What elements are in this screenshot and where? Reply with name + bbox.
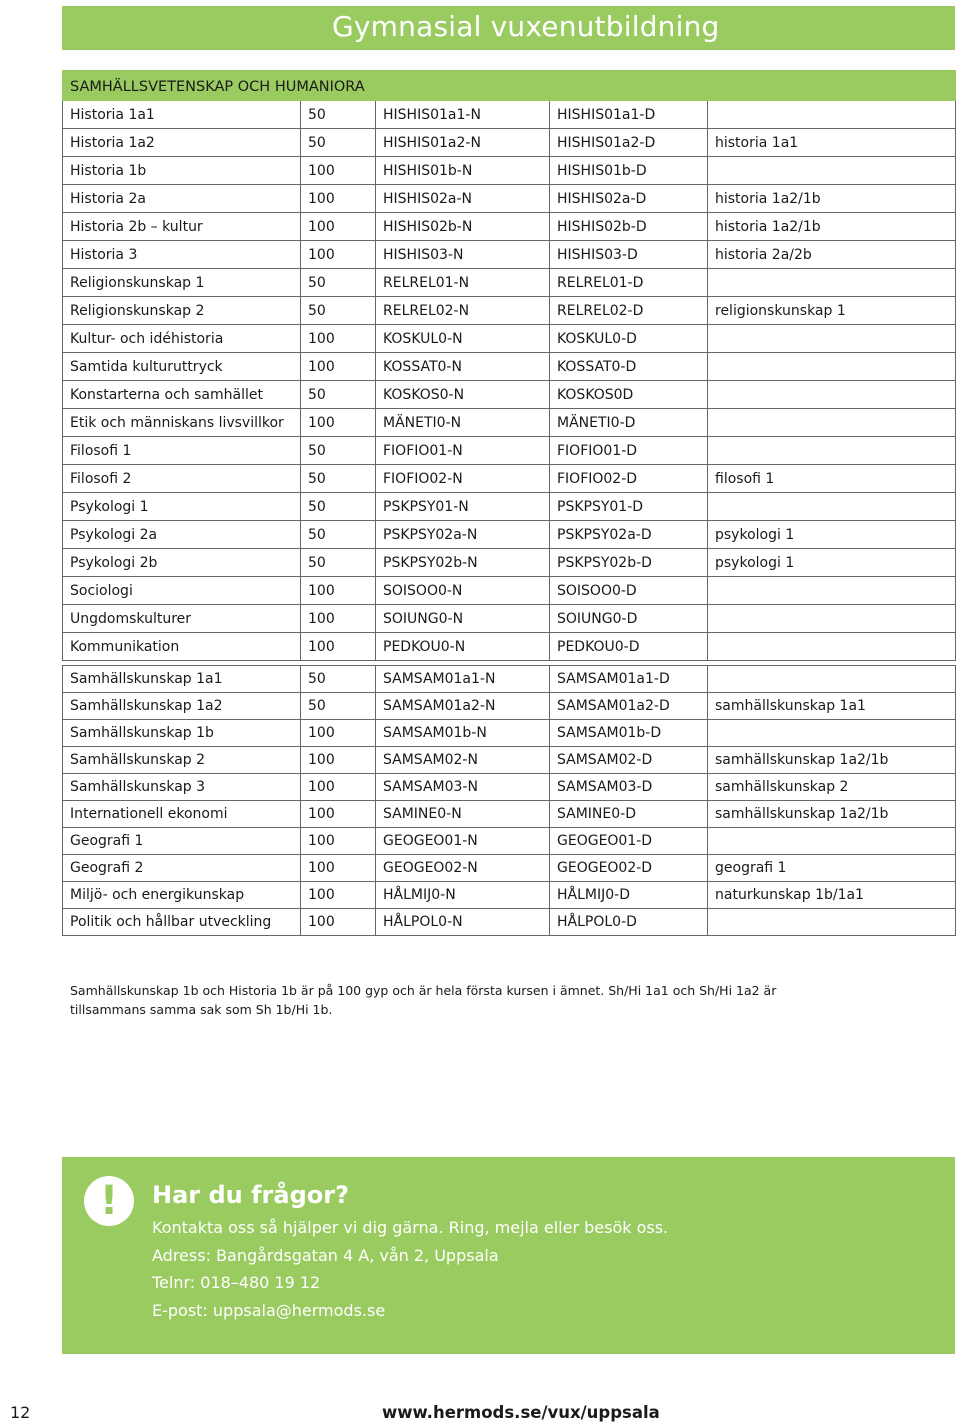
- points-cell: 100: [301, 720, 376, 747]
- table-row: [63, 693, 956, 720]
- course-name-cell: Samhällskunskap 1b: [63, 720, 301, 747]
- course-name-cell: Kultur- och idéhistoria: [63, 325, 301, 353]
- points-cell: 50: [301, 129, 376, 157]
- contact-email[interactable]: E-post: uppsala@hermods.se: [152, 1301, 386, 1320]
- prerequisite-cell: [708, 409, 956, 437]
- code-n-cell: SAMSAM03-N: [376, 774, 550, 801]
- table-row: [63, 437, 956, 465]
- code-n-cell: HISHIS01a2-N: [376, 129, 550, 157]
- course-name-cell: Ungdomskulturer: [63, 605, 301, 633]
- prerequisite-cell: [708, 325, 956, 353]
- course-name-cell: Samhällskunskap 1a1: [63, 666, 301, 693]
- course-name-cell: Konstarterna och samhället: [63, 381, 301, 409]
- code-n-cell: PSKPSY01-N: [376, 493, 550, 521]
- code-n-cell: GEOGEO02-N: [376, 855, 550, 882]
- code-d-cell: SOISOO0-D: [550, 577, 708, 605]
- course-name-cell: Historia 3: [63, 241, 301, 269]
- code-n-cell: FIOFIO02-N: [376, 465, 550, 493]
- prerequisite-cell: [708, 720, 956, 747]
- course-name-cell: Sociologi: [63, 577, 301, 605]
- prerequisite-cell: geografi 1: [708, 855, 956, 882]
- code-d-cell: SAMSAM01a1-D: [550, 666, 708, 693]
- code-n-cell: HISHIS01a1-N: [376, 101, 550, 129]
- course-name-cell: Politik och hållbar utveckling: [63, 909, 301, 936]
- points-cell: 100: [301, 241, 376, 269]
- course-name-cell: Religionskunskap 1: [63, 269, 301, 297]
- prerequisite-cell: [708, 909, 956, 936]
- prerequisite-cell: historia 1a2/1b: [708, 185, 956, 213]
- prerequisite-cell: [708, 577, 956, 605]
- prerequisite-cell: naturkunskap 1b/1a1: [708, 882, 956, 909]
- prerequisite-cell: psykologi 1: [708, 521, 956, 549]
- points-cell: 50: [301, 666, 376, 693]
- code-d-cell: GEOGEO02-D: [550, 855, 708, 882]
- points-cell: 100: [301, 882, 376, 909]
- points-cell: 100: [301, 605, 376, 633]
- course-name-cell: Psykologi 2b: [63, 549, 301, 577]
- prerequisite-cell: [708, 101, 956, 129]
- section-header-row: [63, 71, 956, 101]
- prerequisite-cell: [708, 828, 956, 855]
- points-cell: 50: [301, 297, 376, 325]
- code-d-cell: SAMSAM03-D: [550, 774, 708, 801]
- table-row: [63, 101, 956, 129]
- table-row: [63, 605, 956, 633]
- prerequisite-cell: [708, 353, 956, 381]
- points-cell: 100: [301, 157, 376, 185]
- points-cell: 50: [301, 521, 376, 549]
- code-n-cell: HÅLMIJ0-N: [376, 882, 550, 909]
- page-number: 12: [10, 1403, 31, 1422]
- prerequisite-cell: [708, 605, 956, 633]
- course-name-cell: Filosofi 2: [63, 465, 301, 493]
- points-cell: 100: [301, 409, 376, 437]
- code-d-cell: HISHIS01b-D: [550, 157, 708, 185]
- course-name-cell: Internationell ekonomi: [63, 801, 301, 828]
- points-cell: 50: [301, 465, 376, 493]
- code-d-cell: MÄNETI0-D: [550, 409, 708, 437]
- table-row: [63, 747, 956, 774]
- code-n-cell: PSKPSY02b-N: [376, 549, 550, 577]
- footer-url[interactable]: www.hermods.se/vux/uppsala: [382, 1403, 660, 1422]
- points-cell: 100: [301, 213, 376, 241]
- code-d-cell: FIOFIO02-D: [550, 465, 708, 493]
- code-d-cell: SAMINE0-D: [550, 801, 708, 828]
- prerequisite-cell: [708, 493, 956, 521]
- table-row: [63, 909, 956, 936]
- prerequisite-cell: [708, 269, 956, 297]
- code-n-cell: KOSKOS0-N: [376, 381, 550, 409]
- contact-text: Kontakta oss så hjälper vi dig gärna. Ring, mejla eller besök oss.: [152, 1218, 669, 1237]
- table-row: [63, 828, 956, 855]
- course-name-cell: Kommunikation: [63, 633, 301, 661]
- code-d-cell: GEOGEO01-D: [550, 828, 708, 855]
- prerequisite-cell: psykologi 1: [708, 549, 956, 577]
- code-n-cell: SOISOO0-N: [376, 577, 550, 605]
- table-row: [63, 720, 956, 747]
- prerequisite-cell: samhällskunskap 1a2/1b: [708, 801, 956, 828]
- course-name-cell: Historia 1a1: [63, 101, 301, 129]
- points-cell: 100: [301, 909, 376, 936]
- points-cell: 100: [301, 801, 376, 828]
- table-row: [63, 325, 956, 353]
- code-n-cell: MÄNETI0-N: [376, 409, 550, 437]
- exclamation-icon: !: [84, 1176, 134, 1226]
- code-d-cell: SOIUNG0-D: [550, 605, 708, 633]
- code-d-cell: KOSKOS0D: [550, 381, 708, 409]
- table-row: [63, 353, 956, 381]
- course-name-cell: Psykologi 2a: [63, 521, 301, 549]
- prerequisite-cell: [708, 157, 956, 185]
- points-cell: 100: [301, 185, 376, 213]
- code-d-cell: KOSSAT0-D: [550, 353, 708, 381]
- table-row: [63, 297, 956, 325]
- code-n-cell: GEOGEO01-N: [376, 828, 550, 855]
- contact-phone: Telnr: 018–480 19 12: [152, 1273, 321, 1292]
- table-row: [63, 129, 956, 157]
- prerequisite-cell: [708, 633, 956, 661]
- table-row: [63, 409, 956, 437]
- code-n-cell: HÅLPOL0-N: [376, 909, 550, 936]
- points-cell: 100: [301, 774, 376, 801]
- prerequisite-cell: historia 1a2/1b: [708, 213, 956, 241]
- page-title: Gymnasial vuxenutbildning: [332, 10, 720, 43]
- code-d-cell: HISHIS02a-D: [550, 185, 708, 213]
- prerequisite-cell: [708, 381, 956, 409]
- table-row: [63, 633, 956, 661]
- course-name-cell: Psykologi 1: [63, 493, 301, 521]
- points-cell: 50: [301, 493, 376, 521]
- course-name-cell: Samtida kulturuttryck: [63, 353, 301, 381]
- course-name-cell: Filosofi 1: [63, 437, 301, 465]
- code-d-cell: PSKPSY01-D: [550, 493, 708, 521]
- table-row: [63, 241, 956, 269]
- code-n-cell: FIOFIO01-N: [376, 437, 550, 465]
- table-row: [63, 465, 956, 493]
- code-n-cell: SAMSAM01a2-N: [376, 693, 550, 720]
- contact-heading: Har du frågor?: [152, 1181, 349, 1209]
- code-n-cell: KOSSAT0-N: [376, 353, 550, 381]
- points-cell: 100: [301, 353, 376, 381]
- points-cell: 100: [301, 325, 376, 353]
- table-row: [63, 855, 956, 882]
- course-name-cell: Religionskunskap 2: [63, 297, 301, 325]
- table-row: [63, 801, 956, 828]
- table-row: [63, 493, 956, 521]
- code-n-cell: SAMSAM01a1-N: [376, 666, 550, 693]
- code-n-cell: HISHIS01b-N: [376, 157, 550, 185]
- prerequisite-cell: filosofi 1: [708, 465, 956, 493]
- course-name-cell: Miljö- och energikunskap: [63, 882, 301, 909]
- code-d-cell: PSKPSY02b-D: [550, 549, 708, 577]
- table-row: [63, 577, 956, 605]
- code-d-cell: RELREL01-D: [550, 269, 708, 297]
- points-cell: 100: [301, 828, 376, 855]
- points-cell: 50: [301, 381, 376, 409]
- prerequisite-cell: historia 1a1: [708, 129, 956, 157]
- code-d-cell: HÅLMIJ0-D: [550, 882, 708, 909]
- code-n-cell: HISHIS03-N: [376, 241, 550, 269]
- points-cell: 100: [301, 577, 376, 605]
- contact-address: Adress: Bangårdsgatan 4 A, vån 2, Uppsala: [152, 1246, 499, 1265]
- code-d-cell: HISHIS03-D: [550, 241, 708, 269]
- code-d-cell: HISHIS01a2-D: [550, 129, 708, 157]
- code-n-cell: SAMSAM02-N: [376, 747, 550, 774]
- prerequisite-cell: [708, 666, 956, 693]
- code-d-cell: HÅLPOL0-D: [550, 909, 708, 936]
- code-n-cell: SOIUNG0-N: [376, 605, 550, 633]
- table-row: [63, 666, 956, 693]
- course-name-cell: Samhällskunskap 2: [63, 747, 301, 774]
- code-d-cell: SAMSAM02-D: [550, 747, 708, 774]
- prerequisite-cell: religionskunskap 1: [708, 297, 956, 325]
- prerequisite-cell: historia 2a/2b: [708, 241, 956, 269]
- course-name-cell: Historia 2a: [63, 185, 301, 213]
- code-d-cell: PSKPSY02a-D: [550, 521, 708, 549]
- code-d-cell: SAMSAM01b-D: [550, 720, 708, 747]
- code-d-cell: PEDKOU0-D: [550, 633, 708, 661]
- code-d-cell: HISHIS02b-D: [550, 213, 708, 241]
- prerequisite-cell: [708, 437, 956, 465]
- prerequisite-cell: samhällskunskap 1a2/1b: [708, 747, 956, 774]
- code-d-cell: FIOFIO01-D: [550, 437, 708, 465]
- table-row: [63, 213, 956, 241]
- points-cell: 50: [301, 437, 376, 465]
- course-name-cell: Samhällskunskap 1a2: [63, 693, 301, 720]
- points-cell: 50: [301, 269, 376, 297]
- table-row: [63, 269, 956, 297]
- course-name-cell: Historia 2b – kultur: [63, 213, 301, 241]
- course-name-cell: Etik och människans livsvillkor: [63, 409, 301, 437]
- code-d-cell: HISHIS01a1-D: [550, 101, 708, 129]
- table-row: [63, 157, 956, 185]
- points-cell: 100: [301, 855, 376, 882]
- points-cell: 50: [301, 693, 376, 720]
- points-cell: 100: [301, 633, 376, 661]
- table-row: [63, 185, 956, 213]
- course-name-cell: Historia 1b: [63, 157, 301, 185]
- course-name-cell: Historia 1a2: [63, 129, 301, 157]
- code-n-cell: HISHIS02a-N: [376, 185, 550, 213]
- prerequisite-cell: samhällskunskap 2: [708, 774, 956, 801]
- prerequisite-cell: samhällskunskap 1a1: [708, 693, 956, 720]
- code-n-cell: RELREL01-N: [376, 269, 550, 297]
- table-row: [63, 882, 956, 909]
- points-cell: 50: [301, 101, 376, 129]
- code-n-cell: PEDKOU0-N: [376, 633, 550, 661]
- code-n-cell: SAMINE0-N: [376, 801, 550, 828]
- course-table: [62, 70, 956, 936]
- code-d-cell: KOSKUL0-D: [550, 325, 708, 353]
- code-n-cell: PSKPSY02a-N: [376, 521, 550, 549]
- footnote: Samhällskunskap 1b och Historia 1b är på 100 gyp och är hela första kursen i ämnet. Sh/Hi 1a1 och Sh/Hi 1a2 är tillsammans samma sak som Sh 1b/Hi 1b.: [70, 983, 777, 1017]
- code-d-cell: RELREL02-D: [550, 297, 708, 325]
- table-row: [63, 381, 956, 409]
- code-n-cell: KOSKUL0-N: [376, 325, 550, 353]
- points-cell: 100: [301, 747, 376, 774]
- code-n-cell: SAMSAM01b-N: [376, 720, 550, 747]
- course-name-cell: Samhällskunskap 3: [63, 774, 301, 801]
- table-row: [63, 521, 956, 549]
- table-row: [63, 549, 956, 577]
- code-d-cell: SAMSAM01a2-D: [550, 693, 708, 720]
- code-n-cell: HISHIS02b-N: [376, 213, 550, 241]
- course-name-cell: Geografi 2: [63, 855, 301, 882]
- section-title: SAMHÄLLSVETENSKAP OCH HUMANIORA: [63, 71, 956, 101]
- code-n-cell: RELREL02-N: [376, 297, 550, 325]
- points-cell: 50: [301, 549, 376, 577]
- table-row: [63, 774, 956, 801]
- course-name-cell: Geografi 1: [63, 828, 301, 855]
